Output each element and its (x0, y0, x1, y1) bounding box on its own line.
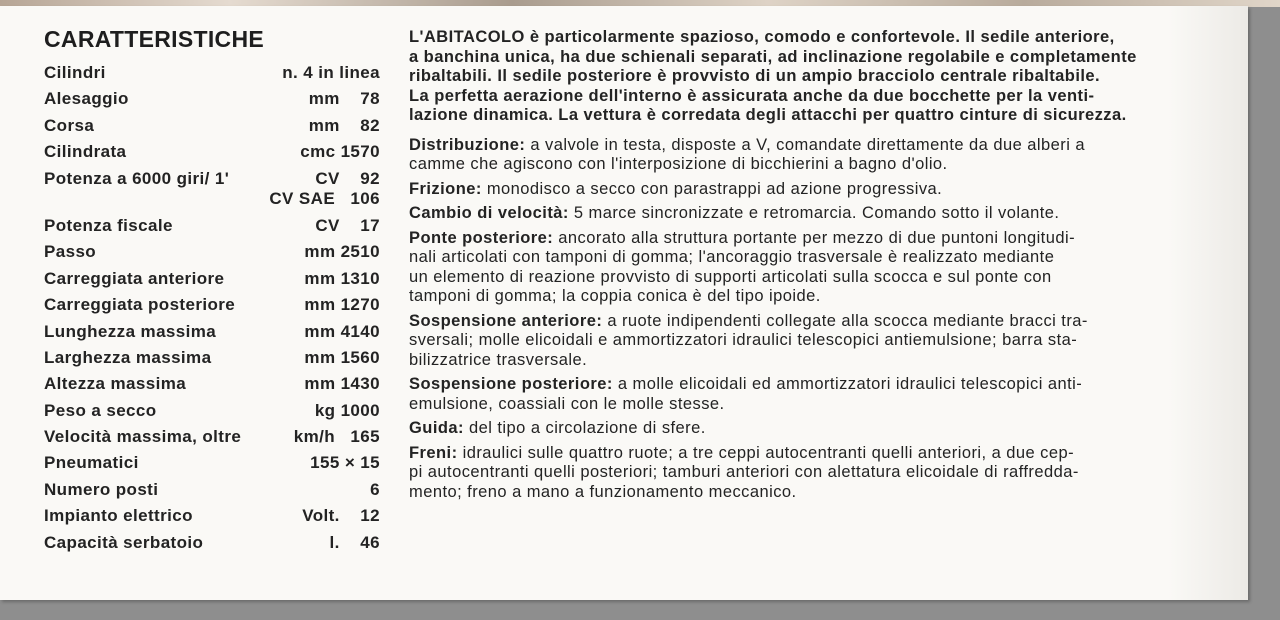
spec-row (44, 398, 380, 424)
spec-value: mm 1430 (304, 374, 380, 394)
paragraph-heading: Distribuzione: (409, 135, 526, 154)
paragraph-text: a ruote indipendenti collegate alla scocca mediante bracci tra- (602, 311, 1088, 330)
intro-line: lazione dinamica. La vettura è corredata degli attacchi per quattro cinture di sicurezza. (409, 106, 1127, 124)
spec-row (44, 266, 380, 292)
paragraph-line (409, 155, 1249, 175)
paragraph-heading: Ponte posteriore: (409, 228, 554, 247)
paragraph-text: sversali; molle elicoidali e ammortizzatori idraulici telescopici antiemulsione; barra sta- (409, 331, 1078, 349)
spec-label: Altezza massima (44, 374, 187, 394)
paragraph-heading: Sospensione posteriore: (409, 375, 613, 393)
spec-row (44, 477, 380, 503)
spec-value: n. 4 in linea (282, 63, 380, 82)
spec-label: Cilindrata (44, 142, 127, 162)
paragraph-line (409, 463, 1249, 483)
paragraph-text: a valvole in testa, disposte a V, comandate direttamente da due alberi a (525, 135, 1085, 154)
spec-paragraph (409, 204, 1249, 224)
paragraph-text: emulsione, coassiali con le molle stesse. (409, 394, 725, 413)
spec-value: 155 × 15 (310, 453, 380, 473)
spec-label: Cilindri (44, 63, 106, 82)
paragraph-line (409, 248, 1249, 268)
spec-value: 6 (370, 479, 380, 499)
spec-label: Impianto elettrico (44, 506, 193, 526)
spec-paragraph (409, 180, 1249, 200)
paragraph-text: a molle elicoidali ed ammortizzatori idraulici telescopici anti- (612, 375, 1083, 393)
paragraph-line (409, 444, 1249, 464)
spec-value: mm 1560 (304, 347, 380, 367)
spec-paragraph (409, 312, 1249, 371)
paragraph-text: mento; freno a mano a funzionamento meccanico. (409, 482, 797, 501)
paragraph-text: tamponi di gomma; la coppia conica è del tipo ipoide. (409, 287, 821, 305)
spec-row (44, 530, 380, 556)
spec-label: Carreggiata posteriore (44, 295, 236, 315)
spec-row (44, 503, 380, 529)
paragraph-line (409, 351, 1249, 371)
spec-value: Volt. 12 (302, 506, 380, 526)
paragraph-text: 5 marce sincronizzate e retromarcia. Comando sotto il volante. (568, 204, 1060, 222)
intro-line: La perfetta aerazione dell'interno è assicurata anche da due bocchette per la venti- (409, 86, 1095, 105)
paragraph-line (409, 395, 1249, 415)
spec-value: mm 82 (308, 115, 380, 135)
paragraph-line (409, 136, 1249, 156)
spec-value: kg 1000 (314, 400, 380, 420)
paragraph-heading: Cambio di velocità: (409, 204, 569, 222)
paragraph-text: ancorato alla struttura portante per mezzo di due puntoni longitudi- (553, 228, 1076, 247)
spec-rows (44, 60, 380, 556)
spec-paragraph (409, 375, 1249, 414)
intro-line: ribaltabili. Il sedile posteriore è provvisto di un ampio bracciolo centrale ribaltabile. (409, 67, 1101, 85)
intro-paragraph (409, 28, 1249, 126)
spec-label: Corsa (44, 115, 95, 135)
spec-label: Velocità massima, oltre (44, 427, 242, 447)
spec-value: l. 46 (329, 532, 380, 552)
description-text (409, 28, 1249, 507)
paragraph-text: camme che agiscono con l'interposizione di bicchierini a bagno d'olio. (409, 155, 948, 173)
paragraph-line (409, 483, 1249, 503)
paragraph-text: bilizzatrice trasversale. (409, 350, 588, 369)
spec-value: mm 1310 (304, 268, 380, 288)
spec-row (44, 113, 380, 139)
spec-value: km/h 165 (293, 427, 380, 447)
specs-title: CARATTERISTICHE (44, 26, 265, 52)
spec-label: Pneumatici (44, 453, 139, 473)
spec-row (44, 450, 380, 476)
spec-row (44, 319, 380, 345)
spec-value: mm 1270 (304, 295, 380, 315)
spec-label: Potenza a 6000 giri/ 1' (44, 168, 230, 188)
paragraph-text: idraulici sulle quattro ruote; a tre ceppi autocentranti quelli anteriori, a due cep- (457, 443, 1075, 462)
spec-paragraph (409, 136, 1249, 175)
spec-label: Alesaggio (44, 89, 129, 109)
spec-row (44, 60, 380, 86)
paragraph-line (409, 204, 1249, 224)
spec-row (44, 86, 380, 112)
paragraph-heading: Guida: (409, 419, 464, 437)
spec-label: Larghezza massima (44, 347, 212, 367)
spec-label: Peso a secco (44, 400, 157, 420)
paragraph-line (409, 375, 1249, 395)
spec-row (44, 371, 380, 397)
spec-value: cmc 1570 (300, 142, 380, 162)
detail-paragraphs (409, 136, 1249, 503)
paragraph-text: pi autocentranti quelli posteriori; tamburi anteriori con alettatura elicoidale di raffredda- (409, 463, 1079, 481)
intro-line: a banchina unica, ha due schienali separati, ad inclinazione regolabile e completamente (409, 47, 1137, 66)
paragraph-heading: Freni: (409, 443, 458, 462)
spec-label: Passo (44, 242, 97, 262)
spec-label: Carreggiata anteriore (44, 268, 225, 288)
spec-value: CV 17 (315, 215, 380, 235)
paragraph-line (409, 229, 1249, 249)
spec-label: Numero posti (44, 479, 159, 499)
brochure-page (0, 6, 1248, 600)
spec-value: mm 2510 (304, 242, 380, 262)
paragraph-line (409, 419, 1249, 439)
spec-paragraph (409, 419, 1249, 439)
specifications-table (44, 26, 380, 556)
spec-label: Lunghezza massima (44, 321, 217, 341)
paragraph-text: nali articolati con tamponi di gomma; l'ancoraggio trasversale è realizzato mediante (409, 248, 1055, 266)
paragraph-line (409, 312, 1249, 332)
spec-label: Potenza fiscale (44, 215, 173, 235)
paragraph-line (409, 180, 1249, 200)
spec-label: Capacità serbatoio (44, 532, 204, 552)
paragraph-text: del tipo a circolazione di sfere. (463, 419, 706, 437)
spec-paragraph (409, 229, 1249, 307)
paragraph-text: monodisco a secco con parastrappi ad azione progressiva. (481, 179, 943, 198)
paragraph-text: un elemento di reazione provvisto di supporti articolati sulla scocca e sul ponte con (409, 267, 1052, 286)
spec-value: mm 78 (308, 89, 380, 109)
spec-value: CV SAE 106 (269, 188, 380, 208)
spec-row (44, 213, 380, 239)
spec-paragraph (409, 444, 1249, 503)
paragraph-line (409, 331, 1249, 351)
paragraph-line (409, 268, 1249, 288)
spec-row (44, 424, 380, 450)
spec-value: CV 92 (315, 168, 380, 188)
paragraph-heading: Sospensione anteriore: (409, 311, 603, 330)
spec-row (44, 292, 380, 318)
spec-row (44, 345, 380, 371)
paragraph-line (409, 287, 1249, 307)
intro-line: L'ABITACOLO è particolarmente spazioso, comodo e confortevole. Il sedile anteriore, (409, 28, 1115, 46)
paragraph-heading: Frizione: (409, 179, 482, 198)
spec-row (44, 139, 380, 165)
spec-row (44, 239, 380, 265)
spec-value: mm 4140 (304, 321, 380, 341)
